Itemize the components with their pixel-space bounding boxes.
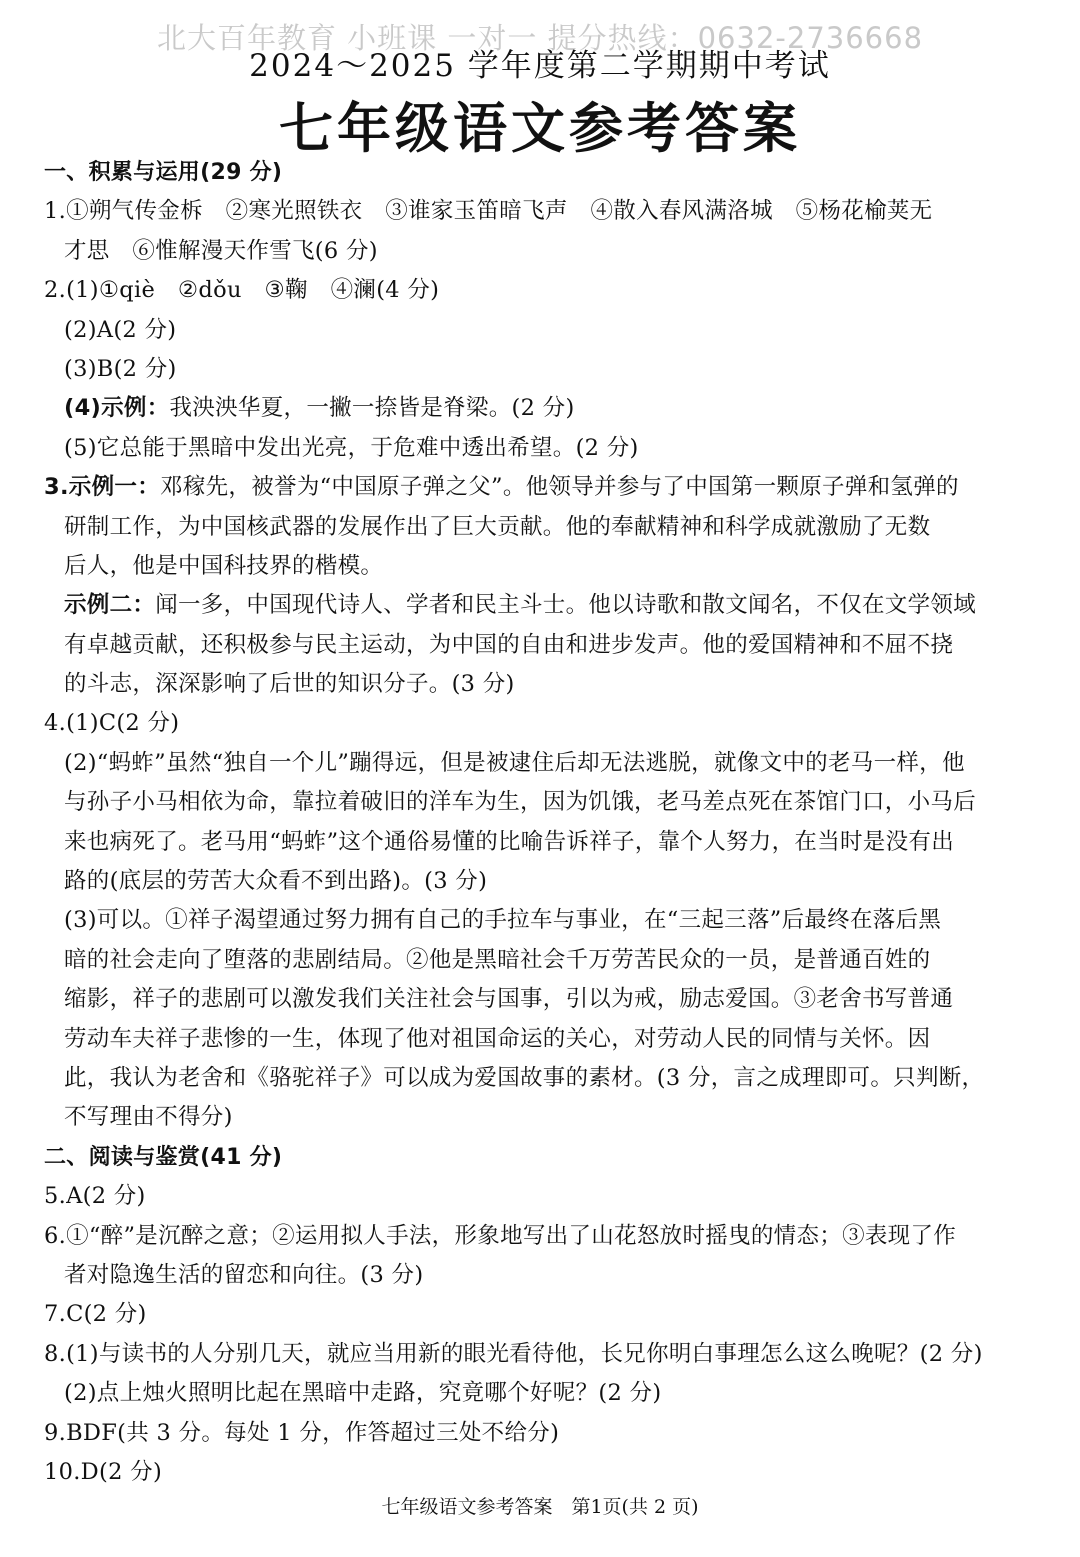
answer-line: 劳动车夫祥子悲惨的一生，体现了他对祖国命运的关心，对劳动人民的同情与关怀。因 (64, 1025, 931, 1052)
answer-line: 6.①“醉”是沉醉之意；②运用拟人手法，形象地写出了山花怒放时摇曳的情态；③表现了作 (44, 1222, 957, 1249)
exam-title: 2024～2025 学年度第二学期期中考试 (249, 48, 831, 84)
answer-line: (2)A(2 分) (64, 316, 177, 343)
answer-text: 闻一多，中国现代诗人、学者和民主斗士。他以诗歌和散文闻名，不仅在文学领域 (155, 592, 977, 619)
answer-line: 不写理由不得分) (64, 1104, 233, 1131)
answer-text: 邓稼先，被誉为“中国原子弹之父”。他领导并参与了中国第一颗原子弹和氢弹的 (160, 474, 959, 501)
answer-line: 5.A(2 分) (44, 1183, 146, 1210)
answer-line: 4.(1)C(2 分) (44, 710, 180, 737)
watermark: 北大百年教育 小班课 一对一 提分热线：0632-2736668 (156, 21, 924, 55)
page-footer: 七年级语文参考答案 第1页(共 2 页) (381, 1496, 699, 1518)
example-label: (4)示例： (64, 395, 170, 422)
answer-line: 路的(底层的劳苦大众看不到出路)。(3 分) (64, 868, 488, 895)
answer-line: 暗的社会走向了堕落的悲剧结局。②他是黑暗社会千万劳苦民众的一员，是普通百姓的 (64, 946, 931, 973)
answer-line: 8.(1)与读书的人分别几天，就应当用新的眼光看待他，长兄你明白事理怎么这么晚呢？(2 分) (44, 1340, 983, 1367)
answer-line: 后人，他是中国科技界的楷模。 (64, 552, 384, 579)
section-heading: 一、积累与运用(29 分) (44, 160, 283, 185)
answer-line: 有卓越贡献，还积极参与民主运动，为中国的自由和进步发声。他的爱国精神和不屈不挠 (64, 631, 954, 658)
answer-line: (3)可以。①祥子渴望通过努力拥有自己的手拉车与事业，在“三起三落”后最终在落后黑 (64, 907, 942, 934)
example-label: 3.示例一： (44, 474, 161, 501)
answer-line: 缩影，祥子的悲剧可以激发我们关注社会与国事，引以为戒，励志爱国。③老舍书写普通 (64, 986, 954, 1013)
answer-line: 与孙子小马相依为命，靠拉着破旧的洋车为生，因为饥饿，老马差点死在茶馆门口，小马后 (64, 789, 977, 816)
answer-line: 9.BDF(共 3 分。每处 1 分，作答超过三处不给分) (44, 1419, 560, 1446)
answer-line: 研制工作，为中国核武器的发展作出了巨大贡献。他的奉献精神和科学成就激励了无数 (64, 513, 931, 540)
answer-line: 2.(1)①qiè ②dǒu ③鞠 ④澜(4 分) (44, 277, 440, 304)
answer-text: 我泱泱华夏，一撇一捺皆是脊梁。(2 分) (169, 395, 575, 422)
answer-line: 10.D(2 分) (44, 1458, 163, 1485)
answer-line: (2)“蚂蚱”虽然“独自一个儿”蹦得远，但是被逮住后却无法逃脱，就像文中的老马一样，他 (64, 749, 965, 776)
answer-line: (2)点上烛火照明比起在黑暗中走路，究竟哪个好呢？(2 分) (64, 1380, 662, 1407)
section-heading: 二、阅读与鉴赏(41 分) (44, 1144, 283, 1170)
answer-line (44, 468, 1044, 507)
answer-line: (3)B(2 分) (64, 355, 177, 382)
page-title: 七年级语文参考答案 (279, 96, 801, 160)
answer-line: 来也病死了。老马用“蚂蚱”这个通俗易懂的比喻告诉祥子，靠个人努力，在当时是没有出 (64, 828, 955, 855)
answer-line: 此，我认为老舍和《骆驼祥子》可以成为爱国故事的素材。(3 分，言之成理即可。只判断， (64, 1064, 985, 1091)
answer-line: 才思 ⑥惟解漫天作雪飞(6 分) (64, 237, 378, 264)
answer-line (44, 586, 1044, 625)
answer-line (44, 389, 1044, 428)
answer-line: 7.C(2 分) (44, 1301, 147, 1328)
example-label: 示例二： (64, 592, 156, 619)
answer-line: 1.①朔气传金柝 ②寒光照铁衣 ③谁家玉笛暗飞声 ④散入春风满洛城 ⑤杨花榆荚无 (44, 198, 933, 225)
answer-line: 者对隐逸生活的留恋和向往。(3 分) (64, 1261, 424, 1288)
answer-line: 的斗志，深深影响了后世的知识分子。(3 分) (64, 671, 515, 698)
answer-line: (5)它总能于黑暗中发出光亮，于危难中透出希望。(2 分) (64, 434, 639, 461)
answer-content (44, 153, 1044, 1492)
